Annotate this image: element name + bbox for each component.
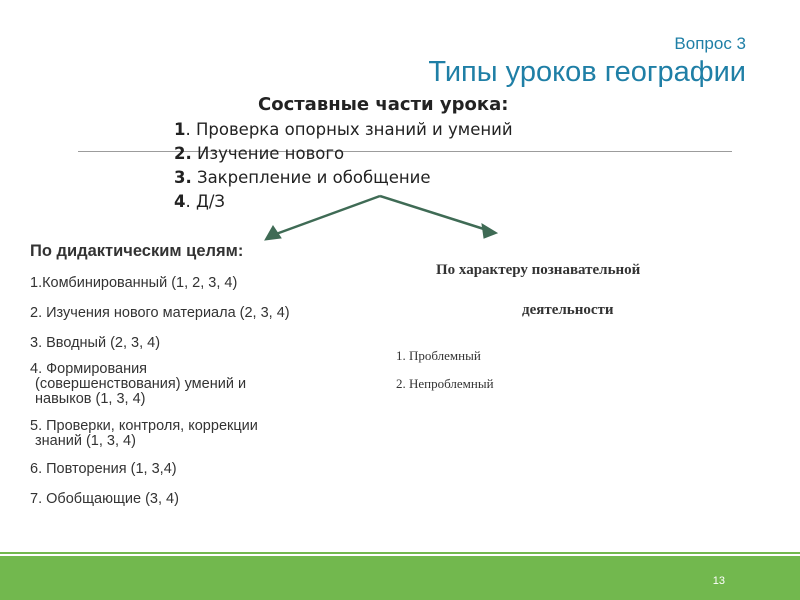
component-item: 2. Изучение нового [174, 144, 345, 163]
character-heading: деятельности [522, 302, 614, 318]
didactic-item: 2. Изучения нового материала (2, 3, 4) [30, 305, 290, 321]
component-item: 1. Проверка опорных знаний и умений [174, 120, 513, 139]
character-item: 1. Проблемный [396, 348, 481, 363]
footer-bar [0, 556, 800, 600]
didactic-item: 4. Формирования [30, 361, 148, 377]
arrow-right-line [380, 196, 487, 230]
didactic-item: (совершенствования) умений и [35, 376, 247, 392]
didactic-item: 5. Проверки, контроля, коррекции [30, 418, 258, 434]
didactic-item: 3. Вводный (2, 3, 4) [30, 335, 161, 351]
didactic-item: навыков (1, 3, 4) [35, 391, 146, 407]
didactic-item: 7. Обобщающие (3, 4) [30, 491, 179, 507]
character-item: 2. Непроблемный [396, 376, 494, 391]
didactic-heading: По дидактическим целям: [30, 242, 244, 260]
didactic-item: 1.Комбинированный (1, 2, 3, 4) [30, 275, 238, 291]
character-heading: По характеру познавательной [436, 262, 641, 278]
didactic-item: знаний (1, 3, 4) [35, 433, 136, 449]
component-item: 4. Д/З [174, 192, 226, 211]
component-item: 3. Закрепление и обобщение [174, 168, 431, 187]
arrow-left-head [265, 226, 281, 240]
page-number: 13 [712, 575, 725, 587]
components-heading: Составные части урока: [258, 94, 509, 115]
question-label: Вопрос 3 [674, 34, 746, 53]
arrow-left-line [276, 196, 380, 234]
arrow-right-head [482, 224, 497, 238]
didactic-item: 6. Повторения (1, 3,4) [30, 461, 177, 477]
page-title: Типы уроков географии [428, 56, 746, 88]
footer-line [0, 552, 800, 554]
